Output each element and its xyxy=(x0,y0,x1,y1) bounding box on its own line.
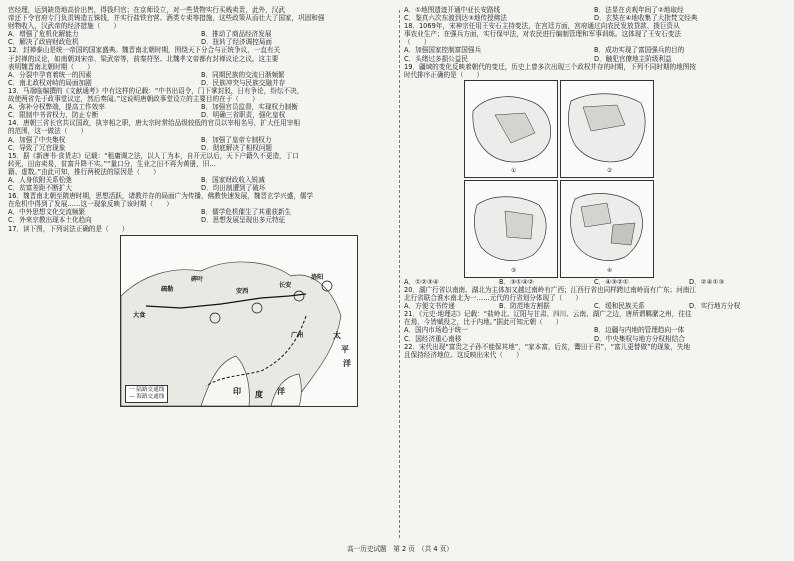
text-line: 财物收入，汉武帝的经济措施（ ） xyxy=(8,22,121,31)
options-row xyxy=(8,216,394,224)
option: A．人身依附关系松弛 xyxy=(8,175,72,184)
text-line: 官经理，运到缺货地高价出售，得钱归官；在京师设立，对一些货物实行买贱卖贵，此外，汉武 xyxy=(8,6,285,14)
option: C．限制中书省权力，防止专断 xyxy=(8,111,99,120)
dynasty-map-3-drawing xyxy=(465,181,558,277)
text-line: （ ） xyxy=(404,38,431,47)
option: A．方便文书传递 xyxy=(404,302,455,311)
option: B．防范地方割据 xyxy=(499,302,550,311)
text-line: 13．马端临编撰的《文献通考》中有这样的记载：“中书出诏令，门下掌封驳，日有争论，纷纭不决， xyxy=(8,86,304,95)
option: B．边疆与内地的管理趋向一体 xyxy=(594,326,685,335)
text-line: 籍、虚数。”由此可知，推行两税法的原因是（ ） xyxy=(8,167,160,176)
options-row xyxy=(404,302,784,310)
options-row xyxy=(8,176,394,184)
map-label: 大食 xyxy=(133,311,146,319)
dynasty-map-1 xyxy=(464,80,558,178)
option: B．法显在贞观年间了②地取经 xyxy=(594,6,684,14)
option: A．①②③④ xyxy=(404,277,439,286)
map-label: 长安 xyxy=(279,281,292,289)
option: A．加强了中央集权 xyxy=(8,135,66,144)
option: D．明确三省职责，强化皇权 xyxy=(201,111,286,120)
option: D．中央集权与地方分权相结合 xyxy=(594,334,685,343)
options-row xyxy=(8,79,394,87)
map-label: 度 xyxy=(255,389,263,399)
text-line: 且保持经济地位。这反映出宋代（ ） xyxy=(404,350,523,359)
question-13 xyxy=(8,87,394,119)
dynasty-map-4-drawing xyxy=(561,181,654,277)
option: D．实行地方分权 xyxy=(689,302,741,311)
options-row xyxy=(404,278,784,286)
options-row xyxy=(8,144,394,152)
page-footer: 高一历史试题 第 2 页 （共 4 页） xyxy=(347,545,453,553)
option: C．外来宗教出现本土化趋向 xyxy=(8,216,92,225)
option: C．贫富差距不断扩大 xyxy=(8,184,72,193)
option: B．加强了皇帝专制权力 xyxy=(201,135,272,144)
question-12 xyxy=(8,46,394,86)
option: C．④③②① xyxy=(594,277,629,286)
map-number: ③ xyxy=(511,267,517,274)
left-column xyxy=(8,6,394,407)
text-line: 22．宋代出现“富贵之子孙不能保其地”，“家本富，后贫，鬻田于君”，“富儿更替做”的现象，失地 xyxy=(404,342,691,351)
dynasty-map-4 xyxy=(560,180,654,278)
option: D．触犯官僚地主阶级利益 xyxy=(594,54,672,63)
option: B．同期民族的交流日渐频繁 xyxy=(201,70,285,79)
option: D．玄奘在④地收集了大批梵文经典 xyxy=(594,14,698,23)
option: C．国经济重心南移 xyxy=(404,334,462,343)
question-22 xyxy=(404,343,784,359)
text-line: 15．据《新唐书·食货志》记载：“租庸调之法，以人丁为本，自开元以后，天下户籍久不更造，丁口 xyxy=(8,151,299,160)
map-number: ② xyxy=(607,167,613,174)
dynasty-map-1-drawing xyxy=(465,81,558,177)
options-row xyxy=(8,111,394,119)
map-label: 平 xyxy=(341,344,349,354)
option: A．①地图遗迹开通中亚长安路线 xyxy=(404,6,501,14)
question-18 xyxy=(404,22,784,62)
right-column xyxy=(404,6,784,359)
option: D．②④①③ xyxy=(689,277,725,286)
option: C．解决了政府财政危机 xyxy=(8,38,79,47)
text-line: 21．《元史·地理志》记载：“盐岭北、辽阳与甘肃、四川、云南、湖广之边，唐所谓羁縻之州，往往 xyxy=(404,310,692,319)
text-line: 19．疆域的变化反映着朝代的变迁，历史上曾多次出现三个政权并存的时期，下列不同时期的地图按 xyxy=(404,62,696,71)
text-line: 于封禅的议论，如南朝刘宋帝、梁武帝等，前秦苻坚、北魏孝文帝都有封禅议论之议。这主要 xyxy=(8,54,279,63)
dynasty-map-2-drawing xyxy=(561,81,654,177)
dynasty-maps xyxy=(464,80,654,278)
options-row xyxy=(8,208,394,216)
options-row xyxy=(8,184,394,192)
options-row xyxy=(8,38,394,46)
text-line: 的范围，这一做法（ ） xyxy=(8,127,88,136)
map-number: ④ xyxy=(607,267,613,274)
option: D．彻底解决了相权问题 xyxy=(201,143,273,152)
text-line: 17．读下图，下列说法正确的是（ ） xyxy=(8,224,129,233)
text-line: 18．1069年，宋神宗任用王安石主持变法，在宫廷方面，宫府通过向农民发放贷款、拨巨资从 xyxy=(404,22,680,31)
option: B．成功实现了富国强兵的目的 xyxy=(594,46,685,55)
map-label: 碎叶 xyxy=(191,275,204,283)
option: C．缓和民族关系 xyxy=(594,302,645,311)
option: A．国内市场趋于统一 xyxy=(404,326,468,335)
text-line: 时代排序正确的是（ ） xyxy=(404,70,484,79)
text-line: 北行省联合淮水南北为一……元代的行省划分体现了（ ） xyxy=(404,294,583,303)
dynasty-map-2 xyxy=(560,80,654,178)
option: D．民族冲突与民族交融并存 xyxy=(201,78,286,87)
question-14 xyxy=(8,119,394,151)
options-row xyxy=(404,335,784,343)
text-line: 表明魏晋南北朝时期（ ） xyxy=(8,62,94,71)
text-line: 在危机中得到了发展……这一现象反映了该时期（ ） xyxy=(8,200,173,209)
silk-road-map-drawing xyxy=(121,236,357,406)
option: D．思想发展呈现出多元特征 xyxy=(201,216,286,225)
legend-item: 一 陆路交通线 xyxy=(129,386,165,393)
option: B．③①④② xyxy=(499,277,534,286)
map-label: 广州 xyxy=(291,331,304,339)
option: B．加强官员监督，实现权力制衡 xyxy=(201,103,298,112)
text-line: 转死，田亩卖易，贫富升降不实。”“量口分，生业之田不再为黄册，旧… xyxy=(8,159,216,168)
option: D．均田制遭到了破坏 xyxy=(201,184,266,193)
option: B．国家财政收入锐减 xyxy=(201,175,265,184)
legend-item: — 海路交通线 xyxy=(129,393,165,400)
question-19 xyxy=(404,63,784,286)
question-21 xyxy=(404,310,784,342)
text-line: 事农业生产；在强兵方面，实行保甲法，对农民进行编制管理和军事训练。这体现了王安石变法 xyxy=(404,30,681,39)
text-line: 20．湖广行省以南南、湖北为主体加又越过南岭有广西；江西行省也同样跨过南岭而有广东；河南江 xyxy=(404,285,696,294)
options-row xyxy=(8,136,394,144)
q10-continued xyxy=(8,6,394,46)
text-line: 14．唐朝三省长官共议国政，执宰相之职，唐太宗时常给品级较低的官员以宰相名号，扩大任用宰相 xyxy=(8,119,300,128)
option: A．增强了危机化解能力 xyxy=(8,30,79,39)
options-row xyxy=(404,46,784,54)
map-label: 洛阳 xyxy=(311,273,324,281)
map-label: 安西 xyxy=(236,287,249,295)
options-row xyxy=(8,30,394,38)
text-line: 帝还下令官府专门负责铸造五铢钱，并实行盐铁官营、酒类专卖等措施，这些政策从而壮大了国家，巩固和强 xyxy=(8,14,325,23)
question-17 xyxy=(8,225,394,407)
silk-road-map xyxy=(120,235,358,407)
option: B．推动了商品经济发展 xyxy=(201,30,272,39)
option: D．扭转了经济调控局面 xyxy=(201,38,273,47)
option: A．分裂中孕育着统一的因素 xyxy=(8,70,92,79)
options-row xyxy=(404,6,784,14)
option: B．儒学危机催生了其重获新生 xyxy=(201,208,292,217)
option: A．弥补分权弊端，提高工作效率 xyxy=(8,103,105,112)
options-row xyxy=(8,103,394,111)
option: C．头绪过多损公益民 xyxy=(404,54,468,63)
option: C．鉴真六次东渡到达③地传授佛法 xyxy=(404,14,507,23)
option: A．加强国家控制富国强兵 xyxy=(404,46,482,55)
question-16 xyxy=(8,192,394,224)
options-row xyxy=(404,55,784,63)
map-number: ① xyxy=(511,167,517,174)
map-label: 疏勒 xyxy=(161,285,174,293)
map-label: 洋 xyxy=(343,358,351,368)
text-line: 故使两省先于政事堂议定，然后奏闻。”这说明唐朝政事堂设立的主要目的在于（ ） xyxy=(8,95,259,104)
text-line: 在焉，今皆赋役之，比于内地。”据此可知元朝（ ） xyxy=(404,318,563,327)
map-legend xyxy=(125,385,168,403)
map-label: 印 xyxy=(233,386,241,396)
dynasty-map-3 xyxy=(464,180,558,278)
text-line: 12．封禅泰山是统一帝国的国家盛典。魏晋南北朝时期，围绕天下分合与正统争议，一直有关 xyxy=(8,46,281,55)
question-15 xyxy=(8,152,394,192)
option: C．导致了冗官现象 xyxy=(8,143,66,152)
map-label: 洋 xyxy=(277,386,285,396)
q17-options xyxy=(404,6,784,22)
option: A．中外思想文化交流频繁 xyxy=(8,208,86,217)
question-20 xyxy=(404,286,784,310)
column-divider xyxy=(399,10,400,538)
text-line: 16．魏晋南北朝至隋唐时期，思想活跃，诸教并存的局面广为传播，佛教快速发展，魏晋玄学兴盛，儒学 xyxy=(8,192,314,201)
options-row xyxy=(8,71,394,79)
options-row xyxy=(404,326,784,334)
options-row xyxy=(404,14,784,22)
map-label: 太 xyxy=(333,330,341,340)
option: C．南北政权对峙的局面加剧 xyxy=(8,78,92,87)
